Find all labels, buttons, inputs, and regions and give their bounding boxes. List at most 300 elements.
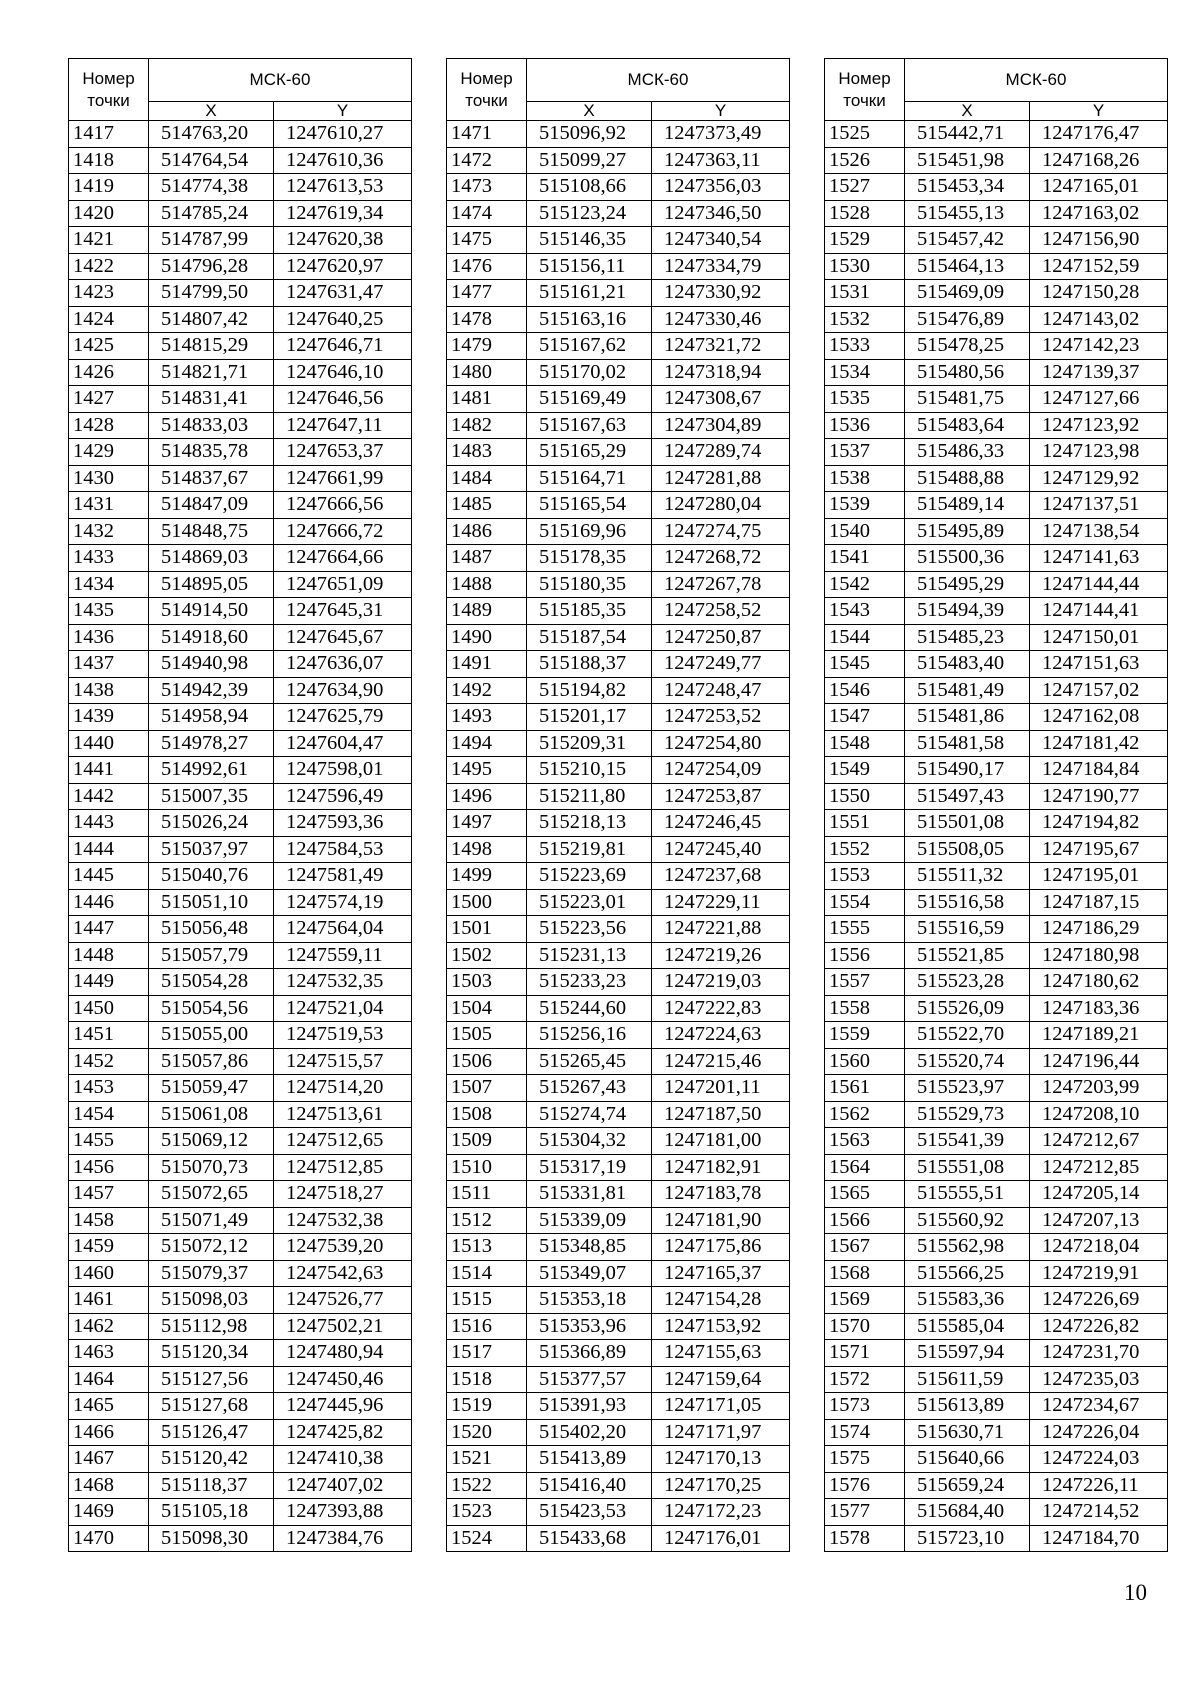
- y-coordinate-cell: 1247190,77: [1030, 783, 1168, 810]
- table-row: [447, 147, 790, 174]
- x-coordinate-cell: 515165,54: [527, 492, 652, 519]
- x-header: X: [527, 102, 652, 121]
- point-number-cell: 1499: [447, 863, 527, 890]
- point-number-cell: 1571: [825, 1340, 905, 1367]
- x-coordinate-cell: 514958,94: [149, 704, 274, 731]
- y-coordinate-cell: 1247666,72: [274, 518, 412, 545]
- y-coordinate-cell: 1247172,23: [652, 1499, 790, 1526]
- table-row: [69, 1260, 412, 1287]
- table-row: [69, 333, 412, 360]
- y-coordinate-cell: 1247645,67: [274, 624, 412, 651]
- y-coordinate-cell: 1247144,44: [1030, 571, 1168, 598]
- y-coordinate-cell: 1247514,20: [274, 1075, 412, 1102]
- table-row: [447, 492, 790, 519]
- table-row: [69, 916, 412, 943]
- table-row: [69, 810, 412, 837]
- point-number-cell: 1477: [447, 280, 527, 307]
- table-row: [447, 916, 790, 943]
- y-coordinate-cell: 1247165,37: [652, 1260, 790, 1287]
- table-row: [825, 465, 1168, 492]
- y-coordinate-cell: 1247127,66: [1030, 386, 1168, 413]
- table-row: [825, 1260, 1168, 1287]
- point-number-cell: 1473: [447, 174, 527, 201]
- table-row: [447, 571, 790, 598]
- y-coordinate-cell: 1247518,27: [274, 1181, 412, 1208]
- y-coordinate-cell: 1247153,92: [652, 1313, 790, 1340]
- table-row: [447, 1207, 790, 1234]
- y-coordinate-cell: 1247212,85: [1030, 1154, 1168, 1181]
- x-coordinate-cell: 515123,24: [527, 200, 652, 227]
- table-row: [447, 1313, 790, 1340]
- point-number-cell: 1545: [825, 651, 905, 678]
- table-row: [447, 1419, 790, 1446]
- table-row: [69, 1366, 412, 1393]
- x-coordinate-cell: 515402,20: [527, 1419, 652, 1446]
- table-row: [825, 439, 1168, 466]
- x-coordinate-cell: 515508,05: [905, 836, 1030, 863]
- point-number-cell: 1436: [69, 624, 149, 651]
- x-coordinate-cell: 515169,96: [527, 518, 652, 545]
- x-coordinate-cell: 515560,92: [905, 1207, 1030, 1234]
- table-row: [69, 1128, 412, 1155]
- y-coordinate-cell: 1247636,07: [274, 651, 412, 678]
- point-number-cell: 1463: [69, 1340, 149, 1367]
- x-coordinate-cell: 515098,03: [149, 1287, 274, 1314]
- coordinate-table-3: [824, 58, 1168, 1552]
- table-row: [69, 1313, 412, 1340]
- y-coordinate-cell: 1247205,14: [1030, 1181, 1168, 1208]
- y-coordinate-cell: 1247631,47: [274, 280, 412, 307]
- x-coordinate-cell: 515108,66: [527, 174, 652, 201]
- point-number-cell: 1425: [69, 333, 149, 360]
- point-number-cell: 1435: [69, 598, 149, 625]
- point-number-cell: 1479: [447, 333, 527, 360]
- y-coordinate-cell: 1247176,01: [652, 1525, 790, 1552]
- x-coordinate-cell: 515057,79: [149, 942, 274, 969]
- point-number-cell: 1430: [69, 465, 149, 492]
- x-coordinate-cell: 515223,69: [527, 863, 652, 890]
- table-row: [69, 1472, 412, 1499]
- coords-table: [824, 58, 1168, 1552]
- point-number-cell: 1546: [825, 677, 905, 704]
- y-coordinate-cell: 1247425,82: [274, 1419, 412, 1446]
- table-row: [825, 1128, 1168, 1155]
- x-coordinate-cell: 514869,03: [149, 545, 274, 572]
- point-number-cell: 1547: [825, 704, 905, 731]
- table-row: [825, 730, 1168, 757]
- x-coordinate-cell: 515170,02: [527, 359, 652, 386]
- table-row: [69, 1287, 412, 1314]
- table-row: [447, 651, 790, 678]
- point-number-cell: 1520: [447, 1419, 527, 1446]
- point-number-cell: 1456: [69, 1154, 149, 1181]
- table-row: [825, 916, 1168, 943]
- point-number-cell: 1460: [69, 1260, 149, 1287]
- x-coordinate-cell: 515070,73: [149, 1154, 274, 1181]
- x-coordinate-cell: 515500,36: [905, 545, 1030, 572]
- table-row: [69, 121, 412, 148]
- y-coordinate-cell: 1247613,53: [274, 174, 412, 201]
- x-coordinate-cell: 515353,96: [527, 1313, 652, 1340]
- y-coordinate-cell: 1247183,36: [1030, 995, 1168, 1022]
- y-coordinate-cell: 1247625,79: [274, 704, 412, 731]
- x-coordinate-cell: 515391,93: [527, 1393, 652, 1420]
- table-row: [825, 545, 1168, 572]
- point-number-cell: 1502: [447, 942, 527, 969]
- x-coordinate-cell: 515146,35: [527, 227, 652, 254]
- x-coordinate-cell: 514914,50: [149, 598, 274, 625]
- table-row: [447, 227, 790, 254]
- table-row: [825, 1499, 1168, 1526]
- y-coordinate-cell: 1247539,20: [274, 1234, 412, 1261]
- x-coordinate-cell: 515099,27: [527, 147, 652, 174]
- y-coordinate-cell: 1247189,21: [1030, 1022, 1168, 1049]
- x-coordinate-cell: 515072,65: [149, 1181, 274, 1208]
- y-coordinate-cell: 1247194,82: [1030, 810, 1168, 837]
- point-number-cell: 1508: [447, 1101, 527, 1128]
- y-coordinate-cell: 1247512,85: [274, 1154, 412, 1181]
- x-coordinate-cell: 515483,40: [905, 651, 1030, 678]
- point-number-cell: 1451: [69, 1022, 149, 1049]
- point-number-cell: 1424: [69, 306, 149, 333]
- y-coordinate-cell: 1247653,37: [274, 439, 412, 466]
- point-number-cell: 1462: [69, 1313, 149, 1340]
- table-row: [447, 1393, 790, 1420]
- table-row: [69, 1154, 412, 1181]
- point-number-cell: 1420: [69, 200, 149, 227]
- x-coordinate-cell: 515481,75: [905, 386, 1030, 413]
- table-row: [69, 386, 412, 413]
- table-row: [69, 200, 412, 227]
- x-coordinate-cell: 515366,89: [527, 1340, 652, 1367]
- y-coordinate-cell: 1247274,75: [652, 518, 790, 545]
- x-coordinate-cell: 515156,11: [527, 253, 652, 280]
- table-row: [447, 1101, 790, 1128]
- x-coordinate-cell: 515541,39: [905, 1128, 1030, 1155]
- table-row: [825, 1287, 1168, 1314]
- x-coordinate-cell: 515164,71: [527, 465, 652, 492]
- y-coordinate-cell: 1247181,90: [652, 1207, 790, 1234]
- x-coordinate-cell: 515339,09: [527, 1207, 652, 1234]
- x-coordinate-cell: 515267,43: [527, 1075, 652, 1102]
- x-coordinate-cell: 515167,63: [527, 412, 652, 439]
- point-number-cell: 1563: [825, 1128, 905, 1155]
- point-number-cell: 1464: [69, 1366, 149, 1393]
- y-coordinate-cell: 1247254,09: [652, 757, 790, 784]
- point-number-cell: 1569: [825, 1287, 905, 1314]
- table-row: [825, 1313, 1168, 1340]
- point-number-cell: 1505: [447, 1022, 527, 1049]
- y-coordinate-cell: 1247234,67: [1030, 1393, 1168, 1420]
- table-row: [447, 545, 790, 572]
- table-row: [447, 942, 790, 969]
- point-number-cell: 1432: [69, 518, 149, 545]
- point-number-cell: 1417: [69, 121, 149, 148]
- table-row: [825, 863, 1168, 890]
- x-coordinate-cell: 515523,28: [905, 969, 1030, 996]
- table-row: [447, 1260, 790, 1287]
- x-coordinate-cell: 515585,04: [905, 1313, 1030, 1340]
- y-coordinate-cell: 1247445,96: [274, 1393, 412, 1420]
- table-row: [825, 1234, 1168, 1261]
- y-coordinate-cell: 1247321,72: [652, 333, 790, 360]
- x-coordinate-cell: 515485,23: [905, 624, 1030, 651]
- y-coordinate-cell: 1247450,46: [274, 1366, 412, 1393]
- table-row: [69, 359, 412, 386]
- y-coordinate-cell: 1247163,02: [1030, 200, 1168, 227]
- x-coordinate-cell: 515194,82: [527, 677, 652, 704]
- point-number-cell: 1503: [447, 969, 527, 996]
- table-row: [825, 1101, 1168, 1128]
- table-row: [69, 624, 412, 651]
- y-coordinate-cell: 1247171,05: [652, 1393, 790, 1420]
- table-row: [69, 412, 412, 439]
- y-coordinate-cell: 1247666,56: [274, 492, 412, 519]
- y-coordinate-cell: 1247268,72: [652, 545, 790, 572]
- table-row: [825, 1525, 1168, 1552]
- x-coordinate-cell: 515451,98: [905, 147, 1030, 174]
- y-coordinate-cell: 1247224,03: [1030, 1446, 1168, 1473]
- y-coordinate-cell: 1247129,92: [1030, 465, 1168, 492]
- point-number-header: Номер точки: [447, 59, 527, 121]
- x-coordinate-cell: 515054,28: [149, 969, 274, 996]
- y-coordinate-cell: 1247139,37: [1030, 359, 1168, 386]
- x-coordinate-cell: 515526,09: [905, 995, 1030, 1022]
- x-coordinate-cell: 515127,68: [149, 1393, 274, 1420]
- y-coordinate-cell: 1247219,91: [1030, 1260, 1168, 1287]
- x-coordinate-cell: 515201,17: [527, 704, 652, 731]
- point-number-cell: 1574: [825, 1419, 905, 1446]
- point-number-cell: 1483: [447, 439, 527, 466]
- table-row: [825, 1419, 1168, 1446]
- point-number-cell: 1528: [825, 200, 905, 227]
- x-coordinate-cell: 514992,61: [149, 757, 274, 784]
- page-number: 10: [1124, 1580, 1147, 1605]
- table-row: [825, 1181, 1168, 1208]
- x-coordinate-cell: 515497,43: [905, 783, 1030, 810]
- table-row: [447, 704, 790, 731]
- y-coordinate-cell: 1247237,68: [652, 863, 790, 890]
- y-coordinate-cell: 1247203,99: [1030, 1075, 1168, 1102]
- table-row: [447, 1499, 790, 1526]
- point-number-cell: 1513: [447, 1234, 527, 1261]
- point-number-cell: 1550: [825, 783, 905, 810]
- x-coordinate-cell: 514807,42: [149, 306, 274, 333]
- y-coordinate-cell: 1247253,52: [652, 704, 790, 731]
- y-coordinate-cell: 1247542,63: [274, 1260, 412, 1287]
- x-coordinate-cell: 515566,25: [905, 1260, 1030, 1287]
- table-row: [69, 598, 412, 625]
- y-coordinate-cell: 1247229,11: [652, 889, 790, 916]
- point-number-cell: 1515: [447, 1287, 527, 1314]
- point-number-cell: 1449: [69, 969, 149, 996]
- point-number-cell: 1507: [447, 1075, 527, 1102]
- table-row: [825, 757, 1168, 784]
- x-coordinate-cell: 515488,88: [905, 465, 1030, 492]
- point-number-cell: 1521: [447, 1446, 527, 1473]
- y-coordinate-cell: 1247171,97: [652, 1419, 790, 1446]
- x-coordinate-cell: 515413,89: [527, 1446, 652, 1473]
- point-number-cell: 1450: [69, 995, 149, 1022]
- y-coordinate-cell: 1247201,11: [652, 1075, 790, 1102]
- table-row: [447, 757, 790, 784]
- y-coordinate-cell: 1247187,50: [652, 1101, 790, 1128]
- table-row: [447, 174, 790, 201]
- point-number-header: Номер точки: [825, 59, 905, 121]
- table-row: [447, 1340, 790, 1367]
- y-coordinate-cell: 1247356,03: [652, 174, 790, 201]
- x-coordinate-cell: 515209,31: [527, 730, 652, 757]
- point-number-cell: 1567: [825, 1234, 905, 1261]
- x-coordinate-cell: 515167,62: [527, 333, 652, 360]
- table-row: [447, 783, 790, 810]
- point-number-cell: 1457: [69, 1181, 149, 1208]
- y-coordinate-cell: 1247138,54: [1030, 518, 1168, 545]
- table-row: [825, 810, 1168, 837]
- table-row: [69, 1525, 412, 1552]
- y-coordinate-cell: 1247123,92: [1030, 412, 1168, 439]
- y-coordinate-cell: 1247159,64: [652, 1366, 790, 1393]
- point-number-cell: 1467: [69, 1446, 149, 1473]
- x-coordinate-cell: 515522,70: [905, 1022, 1030, 1049]
- x-coordinate-cell: 515040,76: [149, 863, 274, 890]
- table-row: [447, 889, 790, 916]
- y-header: Y: [1030, 102, 1168, 121]
- point-number-cell: 1421: [69, 227, 149, 254]
- point-number-cell: 1533: [825, 333, 905, 360]
- point-number-cell: 1486: [447, 518, 527, 545]
- point-number-cell: 1561: [825, 1075, 905, 1102]
- table-row: [825, 121, 1168, 148]
- x-coordinate-cell: 515523,97: [905, 1075, 1030, 1102]
- y-coordinate-cell: 1247480,94: [274, 1340, 412, 1367]
- x-coordinate-cell: 515304,32: [527, 1128, 652, 1155]
- x-coordinate-cell: 515161,21: [527, 280, 652, 307]
- x-coordinate-cell: 515659,24: [905, 1472, 1030, 1499]
- y-coordinate-cell: 1247250,87: [652, 624, 790, 651]
- x-coordinate-cell: 515516,59: [905, 916, 1030, 943]
- x-coordinate-cell: 515056,48: [149, 916, 274, 943]
- x-coordinate-cell: 515416,40: [527, 1472, 652, 1499]
- y-coordinate-cell: 1247162,08: [1030, 704, 1168, 731]
- point-number-cell: 1428: [69, 412, 149, 439]
- point-number-cell: 1439: [69, 704, 149, 731]
- x-coordinate-cell: 514940,98: [149, 651, 274, 678]
- point-number-cell: 1496: [447, 783, 527, 810]
- table-row: [69, 147, 412, 174]
- point-number-cell: 1458: [69, 1207, 149, 1234]
- table-row: [447, 1472, 790, 1499]
- point-number-cell: 1469: [69, 1499, 149, 1526]
- table-row: [69, 174, 412, 201]
- table-row: [447, 863, 790, 890]
- table-row: [825, 492, 1168, 519]
- x-coordinate-cell: 515231,13: [527, 942, 652, 969]
- y-coordinate-cell: 1247170,13: [652, 1446, 790, 1473]
- y-coordinate-cell: 1247646,10: [274, 359, 412, 386]
- x-coordinate-cell: 515096,92: [527, 121, 652, 148]
- x-coordinate-cell: 515120,34: [149, 1340, 274, 1367]
- x-coordinate-cell: 515210,15: [527, 757, 652, 784]
- x-coordinate-cell: 515478,25: [905, 333, 1030, 360]
- point-number-cell: 1459: [69, 1234, 149, 1261]
- point-number-cell: 1426: [69, 359, 149, 386]
- y-coordinate-cell: 1247175,86: [652, 1234, 790, 1261]
- point-number-cell: 1549: [825, 757, 905, 784]
- point-number-cell: 1525: [825, 121, 905, 148]
- point-number-cell: 1522: [447, 1472, 527, 1499]
- table-row: [825, 677, 1168, 704]
- point-number-cell: 1524: [447, 1525, 527, 1552]
- y-coordinate-cell: 1247214,52: [1030, 1499, 1168, 1526]
- point-number-cell: 1538: [825, 465, 905, 492]
- table-row: [447, 969, 790, 996]
- point-number-cell: 1554: [825, 889, 905, 916]
- point-number-cell: 1500: [447, 889, 527, 916]
- table-row: [69, 1075, 412, 1102]
- table-row: [825, 359, 1168, 386]
- table-row: [69, 1101, 412, 1128]
- y-coordinate-cell: 1247187,15: [1030, 889, 1168, 916]
- table-row: [447, 730, 790, 757]
- point-number-cell: 1470: [69, 1525, 149, 1552]
- x-coordinate-cell: 515481,49: [905, 677, 1030, 704]
- point-number-cell: 1551: [825, 810, 905, 837]
- point-number-cell: 1536: [825, 412, 905, 439]
- y-header: Y: [274, 102, 412, 121]
- x-coordinate-cell: 515684,40: [905, 1499, 1030, 1526]
- point-number-cell: 1510: [447, 1154, 527, 1181]
- table-row: [447, 439, 790, 466]
- table-row: [447, 1525, 790, 1552]
- table-row: [825, 704, 1168, 731]
- y-coordinate-cell: 1247584,53: [274, 836, 412, 863]
- y-coordinate-cell: 1247222,83: [652, 995, 790, 1022]
- x-coordinate-cell: 515112,98: [149, 1313, 274, 1340]
- y-coordinate-cell: 1247181,42: [1030, 730, 1168, 757]
- y-coordinate-cell: 1247407,02: [274, 1472, 412, 1499]
- x-coordinate-cell: 515126,47: [149, 1419, 274, 1446]
- x-coordinate-cell: 514787,99: [149, 227, 274, 254]
- y-coordinate-cell: 1247226,82: [1030, 1313, 1168, 1340]
- coords-table: [68, 58, 412, 1552]
- point-number-cell: 1466: [69, 1419, 149, 1446]
- x-coordinate-cell: 515219,81: [527, 836, 652, 863]
- x-coordinate-cell: 515054,56: [149, 995, 274, 1022]
- point-number-cell: 1576: [825, 1472, 905, 1499]
- x-coordinate-cell: 515331,81: [527, 1181, 652, 1208]
- y-coordinate-cell: 1247564,04: [274, 916, 412, 943]
- x-coordinate-cell: 515274,74: [527, 1101, 652, 1128]
- x-coordinate-cell: 515163,16: [527, 306, 652, 333]
- x-coordinate-cell: 515118,37: [149, 1472, 274, 1499]
- point-number-cell: 1544: [825, 624, 905, 651]
- table-row: [69, 1022, 412, 1049]
- point-number-cell: 1423: [69, 280, 149, 307]
- y-coordinate-cell: 1247219,03: [652, 969, 790, 996]
- x-coordinate-cell: 515521,85: [905, 942, 1030, 969]
- table-row: [69, 1234, 412, 1261]
- x-coordinate-cell: 515464,13: [905, 253, 1030, 280]
- y-coordinate-cell: 1247318,94: [652, 359, 790, 386]
- point-number-cell: 1442: [69, 783, 149, 810]
- table-row: [447, 386, 790, 413]
- point-number-cell: 1564: [825, 1154, 905, 1181]
- table-row: [825, 836, 1168, 863]
- table-row: [825, 598, 1168, 625]
- point-number-cell: 1534: [825, 359, 905, 386]
- table-row: [69, 942, 412, 969]
